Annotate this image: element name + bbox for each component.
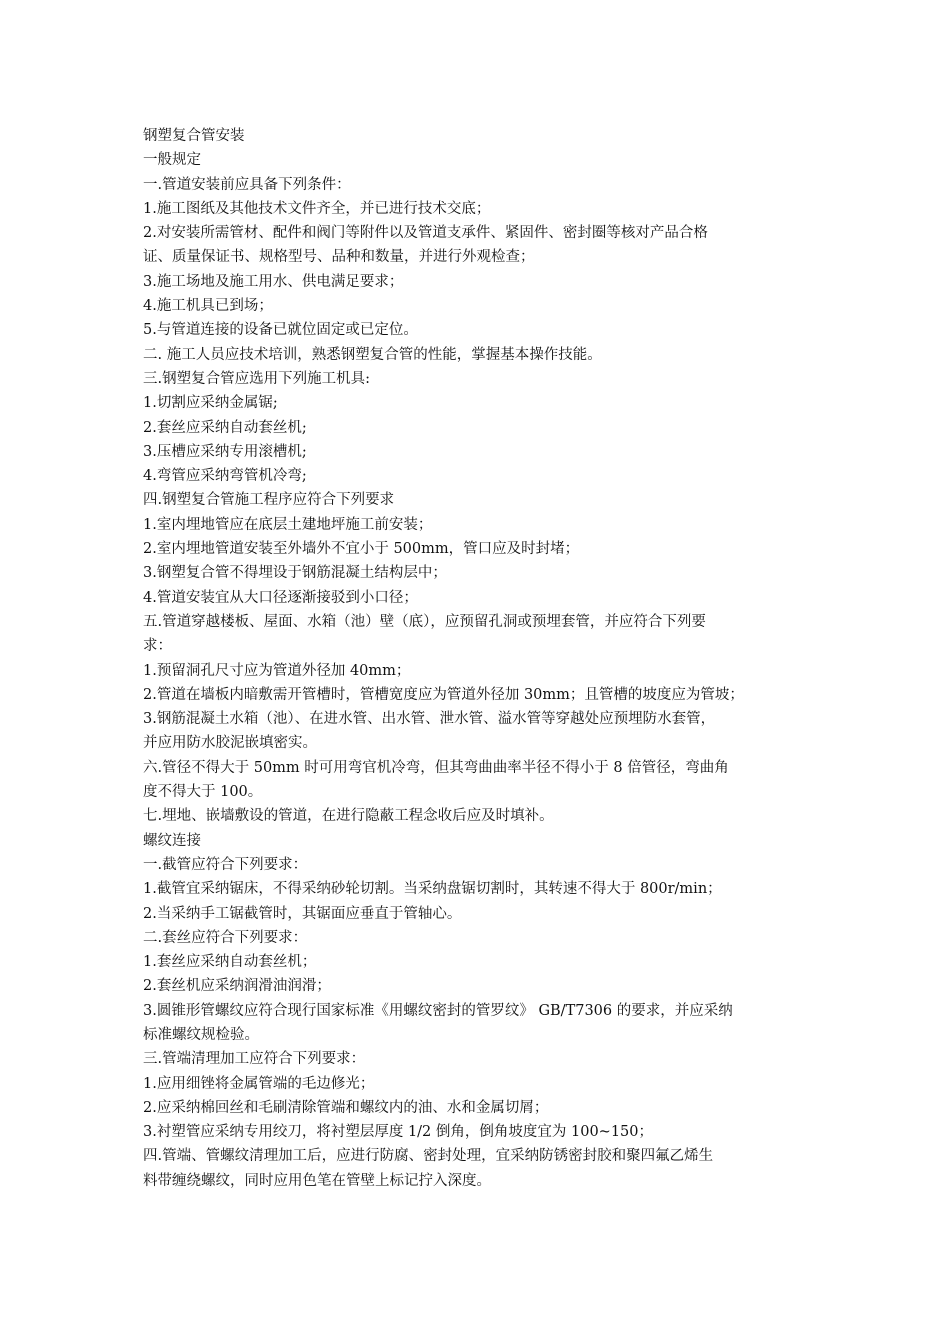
text-line: 并应用防水胶泥嵌填密实。 <box>143 735 317 752</box>
text-line: 二.套丝应符合下列要求： <box>143 929 308 946</box>
text-line: 3.压槽应采纳专用滚槽机; <box>143 443 307 460</box>
text-line: 5.与管道连接的设备已就位固定或已定位。 <box>143 322 418 339</box>
text-line: 3.衬塑管应采纳专用绞刀，将衬塑层厚度 1/2 倒角，倒角坡度宜为 100~150； <box>143 1124 653 1141</box>
text-line: 1.施工图纸及其他技术文件齐全，并已进行技术交底； <box>143 200 491 217</box>
text-line: 料带缠绕螺纹，同时应用色笔在管壁上标记拧入深度。 <box>143 1172 491 1189</box>
text-line: 3.钢筋混凝土水箱（池）、在进水管、出水管、泄水管、溢水管等穿越处应预埋防水套管， <box>143 711 716 728</box>
text-line: 2.当采纳手工锯截管时，其锯面应垂直于管轴心。 <box>143 905 462 922</box>
text-line: 一般规定 <box>143 152 201 169</box>
text-line: 2.管道在墙板内暗敷需开管槽时，管槽宽度应为管道外径加 30mm；且管槽的坡度应为管坡； <box>143 686 744 703</box>
text-line: 二. 施工人员应技术培训，熟悉钢塑复合管的性能，掌握基本操作技能。 <box>143 346 602 363</box>
text-line: 四.钢塑复合管施工程序应符合下列要求 <box>143 492 395 509</box>
text-line: 一.管道安装前应具备下列条件： <box>143 176 351 193</box>
text-line: 证、质量保证书、规格型号、品种和数量，并进行外观检查； <box>143 249 535 266</box>
text-line: 1.套丝应采纳自动套丝机； <box>143 954 317 971</box>
text-line: 螺纹连接 <box>143 832 201 849</box>
text-line: 1.室内埋地管应在底层土建地坪施工前安装； <box>143 516 433 533</box>
document-title: 钢塑复合管安装 <box>143 128 245 144</box>
text-line: 求： <box>143 638 172 655</box>
text-line: 1.截管宜采纳锯床，不得采纳砂轮切割。当采纳盘锯切割时，其转速不得大于 800r/min； <box>143 881 722 898</box>
document-body <box>143 124 823 1193</box>
text-line: 4.施工机具已到场； <box>143 298 273 315</box>
text-line: 3.圆锥形管螺纹应符合现行国家标准《用螺纹密封的管罗纹》 GB/T7306 的要求，并应采纳 <box>143 1002 733 1019</box>
text-line: 标准螺纹规检验。 <box>143 1026 259 1043</box>
text-line: 四.管端、管螺纹清理加工后，应进行防腐、密封处理，宜采纳防锈密封胶和聚四氟乙烯生 <box>143 1148 714 1165</box>
text-line: 2.对安装所需管材、配件和阀门等附件以及管道支承件、紧固件、密封圈等核对产品合格 <box>143 225 708 242</box>
text-line: 4.管道安装宜从大口径逐渐接驳到小口径； <box>143 589 418 606</box>
text-line: 2.套丝应采纳自动套丝机; <box>143 419 307 436</box>
text-line: 2.室内埋地管道安装至外墙外不宜小于 500mm，管口应及时封堵； <box>143 541 580 558</box>
text-line: 4.弯管应采纳弯管机冷弯; <box>143 468 307 485</box>
text-line: 七.埋地、嵌墙敷设的管道，在进行隐蔽工程念收后应及时填补。 <box>143 808 554 825</box>
text-line: 3.钢塑复合管不得埋设于钢筋混凝土结构层中； <box>143 565 447 582</box>
text-line: 三.钢塑复合管应选用下列施工机具: <box>143 370 370 387</box>
text-line: 一.截管应符合下列要求： <box>143 856 308 873</box>
text-line: 2.应采纳棉回丝和毛刷清除管端和螺纹内的油、水和金属切屑； <box>143 1099 549 1116</box>
text-line: 1.应用细锉将金属管端的毛边修光； <box>143 1075 375 1092</box>
text-line: 1.预留洞孔尺寸应为管道外径加 40mm； <box>143 662 411 679</box>
text-line: 六.管径不得大于 50mm 时可用弯官机冷弯，但其弯曲曲率半径不得小于 8 倍管径，弯曲角 <box>143 759 729 776</box>
text-line: 2.套丝机应采纳润滑油润滑； <box>143 978 331 995</box>
text-line: 1.切割应采纳金属锯; <box>143 395 278 412</box>
text-line: 3.施工场地及施工用水、供电满足要求； <box>143 273 404 290</box>
text-line: 度不得大于 100。 <box>143 784 263 801</box>
text-line: 三.管端清理加工应符合下列要求： <box>143 1051 366 1068</box>
text-line: 五.管道穿越楼板、屋面、水箱（池）壁（底），应预留孔洞或预埋套管，并应符合下列要 <box>143 613 706 630</box>
